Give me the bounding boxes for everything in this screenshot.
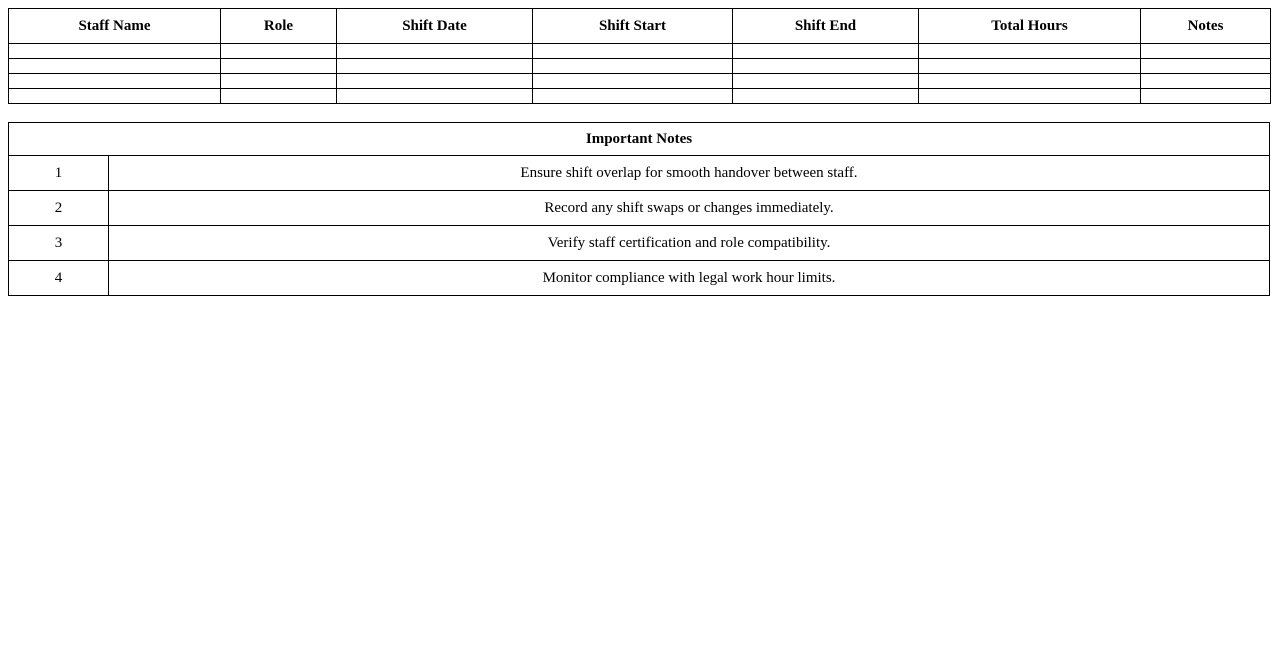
note-text: Verify staff certification and role compatibility.	[109, 226, 1270, 261]
cell-notes[interactable]	[1141, 44, 1271, 59]
cell-staff-name[interactable]	[9, 59, 221, 74]
cell-role[interactable]	[221, 44, 337, 59]
column-header-shift-end: Shift End	[733, 9, 919, 44]
column-header-staff-name: Staff Name	[9, 9, 221, 44]
cell-shift-start[interactable]	[533, 89, 733, 104]
cell-role[interactable]	[221, 59, 337, 74]
table-row	[9, 59, 1271, 74]
cell-shift-date[interactable]	[337, 59, 533, 74]
cell-total-hours[interactable]	[919, 74, 1141, 89]
cell-total-hours[interactable]	[919, 44, 1141, 59]
note-number: 4	[9, 261, 109, 296]
cell-shift-start[interactable]	[533, 74, 733, 89]
cell-total-hours[interactable]	[919, 59, 1141, 74]
cell-notes[interactable]	[1141, 59, 1271, 74]
table-header-row	[9, 9, 1271, 44]
list-item	[9, 261, 1270, 296]
cell-staff-name[interactable]	[9, 89, 221, 104]
column-header-total-hours: Total Hours	[919, 9, 1141, 44]
note-number: 1	[9, 156, 109, 191]
table-gap-divider	[8, 104, 1270, 122]
cell-shift-date[interactable]	[337, 74, 533, 89]
notes-table-title: Important Notes	[9, 123, 1270, 156]
cell-shift-end[interactable]	[733, 44, 919, 59]
table-row	[9, 89, 1271, 104]
note-text: Record any shift swaps or changes immediately.	[109, 191, 1270, 226]
column-header-role: Role	[221, 9, 337, 44]
note-text: Ensure shift overlap for smooth handover between staff.	[109, 156, 1270, 191]
note-number: 3	[9, 226, 109, 261]
list-item	[9, 226, 1270, 261]
cell-shift-end[interactable]	[733, 74, 919, 89]
table-row	[9, 44, 1271, 59]
staff-shift-schedule-table	[8, 8, 1271, 104]
note-number: 2	[9, 191, 109, 226]
table-row	[9, 74, 1271, 89]
cell-shift-end[interactable]	[733, 89, 919, 104]
column-header-shift-start: Shift Start	[533, 9, 733, 44]
cell-shift-start[interactable]	[533, 59, 733, 74]
cell-role[interactable]	[221, 89, 337, 104]
cell-staff-name[interactable]	[9, 74, 221, 89]
cell-shift-date[interactable]	[337, 44, 533, 59]
cell-notes[interactable]	[1141, 74, 1271, 89]
cell-staff-name[interactable]	[9, 44, 221, 59]
column-header-shift-date: Shift Date	[337, 9, 533, 44]
notes-title-row	[9, 123, 1270, 156]
important-notes-table	[8, 122, 1270, 296]
note-text: Monitor compliance with legal work hour limits.	[109, 261, 1270, 296]
column-header-notes: Notes	[1141, 9, 1271, 44]
cell-total-hours[interactable]	[919, 89, 1141, 104]
cell-role[interactable]	[221, 74, 337, 89]
cell-shift-end[interactable]	[733, 59, 919, 74]
cell-shift-date[interactable]	[337, 89, 533, 104]
list-item	[9, 191, 1270, 226]
list-item	[9, 156, 1270, 191]
cell-notes[interactable]	[1141, 89, 1271, 104]
cell-shift-start[interactable]	[533, 44, 733, 59]
